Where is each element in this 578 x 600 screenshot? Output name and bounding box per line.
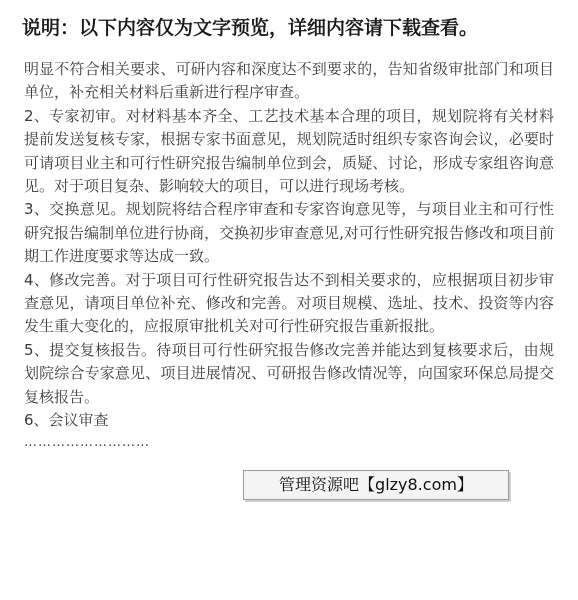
paragraph-6: 6、会议审查	[24, 411, 109, 430]
paragraph-4: 4、修改完善。对于项目可行性研究报告达不到相关要求的，应根据项目初步审查意见，请项目单位补充、修改和完善。对项目规模、选址、技术、投资等内容发生重大变化的，应报原审批机关对可行性研究报告重新报批。	[24, 270, 554, 336]
paragraph-5: 5、提交复核报告。待项目可行性研究报告修改完善并能达到复核要求后，由规划院综合专家意见、项目进展情况、可研报告修改情况等，向国家环保总局提交复核报告。	[24, 340, 554, 406]
paragraph-1: 明显不符合相关要求、可研内容和深度达不到要求的，告知省级审批部门和项目单位，补充相关材料后重新进行程序审查。	[24, 60, 554, 102]
ellipsis-dots: ………………………	[24, 434, 150, 450]
paragraph-3: 3、交换意见。规划院将结合程序审查和专家咨询意见等，与项目业主和可行性研究报告编制单位进行协商，交换初步审查意见,对可行性研究报告修改和项目前期工作进度要求等达成一致。	[24, 200, 554, 266]
document-body	[24, 58, 554, 453]
preview-notice: 说明：以下内容仅为文字预览，详细内容请下载查看。	[22, 17, 479, 39]
paragraph-2: 2、专家初审。对材料基本齐全、工艺技术基本合理的项目，规划院将有关材料提前发送复核专家，根据专家书面意见，规划院适时组织专家咨询会议，必要时可请项目业主和可行性研究报告编制单位到会，质疑、讨论，形成专家组咨询意见。对于项目复杂、影响较大的项目，可以进行现场考核。	[24, 106, 554, 196]
watermark-badge: 管理资源吧【glzy8.com】	[243, 470, 509, 500]
